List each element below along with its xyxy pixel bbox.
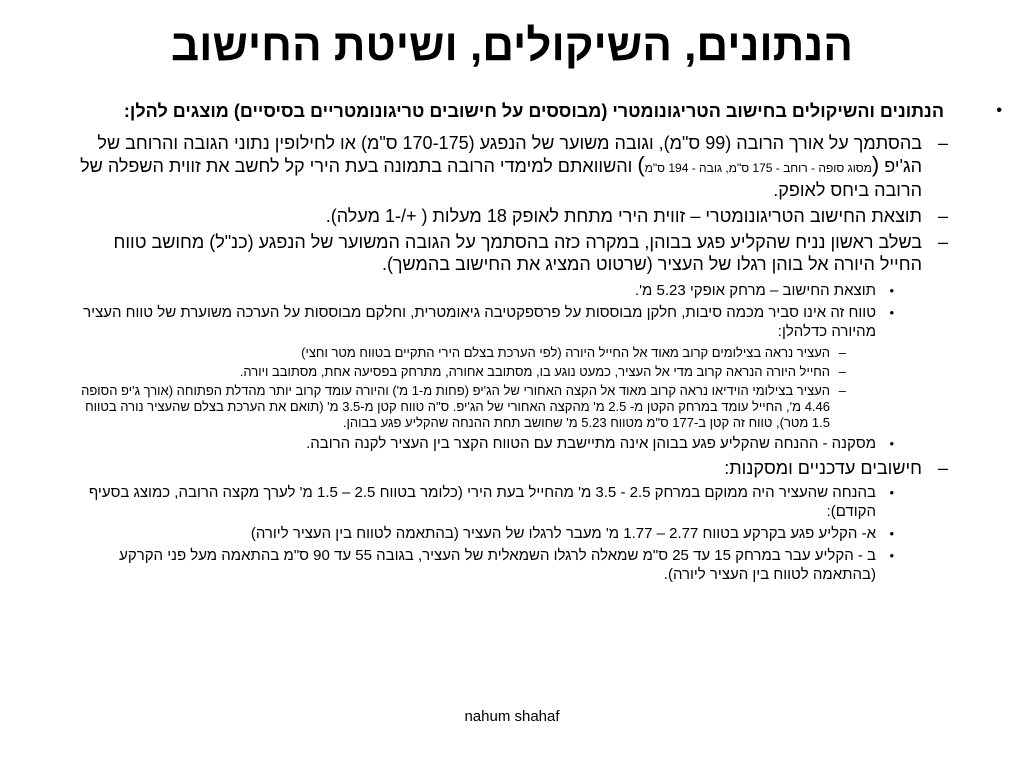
slide-content [68, 96, 1002, 588]
dash-marker: – [937, 133, 948, 153]
main-list [68, 96, 1002, 584]
list-item: – תוצאת החישוב הטריגונומטרי – זווית הירי מתחת לאופק 18 מעלות ( +/-1 מעלה). [325, 206, 948, 226]
sub-item: • ב - הקליע עבר במרחק 15 עד 25 ס"מ שמאלה לרגלו השמאלית של העציר, בגובה 55 עד 90 ס"מ בהתאמה מעל פני הקרקע (בהתאמה לטווח בין העציר ליורה). [119, 547, 894, 583]
bullet-dot: • [996, 102, 1002, 119]
level2-list [68, 132, 948, 584]
intro-bullet [68, 96, 1002, 584]
detail-item: – העציר נראה בצילומים קרוב מאוד אל החייל היורה (לפי הערכת בצלם הירי התקיים בטווח מטר וחצי) [301, 345, 846, 360]
level4-list [68, 345, 900, 431]
intro-text: הנתונים והשיקולים בחישוב הטריגונומטרי (מבוססים על חישובים טריגונומטריים בסיסיים) מוצגים להלן: [123, 101, 944, 121]
dash-marker: – [937, 232, 948, 252]
dash-marker: – [838, 345, 846, 360]
list-item: – חישובים עדכניים ומסקנות: • בהנחה שהעציר היה ממוקם במרחק 2.5 - 3.5 מ' מהחייל בעת הירי (כלומר בטווח 2.5 – 1.5 מ' לערך מקצה הרובה, כמוצג בסעיף הקודם): • א- הקליע פגע בקרקע בטווח 2.77 – 1.77 מ' מעבר לרגלו של העציר (בהתאמה לטווח בין העציר ליורה) • ב - הקליע עבר במרחק 15 עד 25 ס"מ שמאלה לרגלו השמאלית של העציר, בגובה 55 עד 90 ס"מ בהתאמה מעל פני הקרקע (בהתאמה לטווח בין העציר ליורה). [68, 457, 944, 584]
dash-marker: – [937, 458, 948, 478]
slide-title: הנתונים, השיקולים, ושיטת החישוב [171, 21, 853, 70]
bullet-dot: • [889, 283, 894, 298]
dash-marker: – [838, 364, 846, 379]
sub-item: • מסקנה - ההנחה שהקליע פגע בבוהן אינה מתיישבת עם הטווח הקצר בין העציר לקנה הרובה. [306, 435, 894, 452]
bullet-dot: • [889, 548, 894, 563]
bullet-dot: • [889, 436, 894, 451]
dash-marker: – [937, 206, 948, 226]
level3-list [68, 281, 922, 453]
sub-item: • תוצאת החישוב – מרחק אופקי 5.23 מ'. [634, 282, 894, 299]
list-item: – בהסתמך על אורך הרובה (99 ס"מ), וגובה משוער של הנפגע (170-175 ס"מ) או לחילופין נתוני הגובה והרוחב של הג'יפ (מסוג סופה - רוחב - 175 ס"מ, גובה - 194 ס"מ) והשוואתם למימדי הרובה בתמונה בעת הירי קל לחשב את זווית השפלה של הרובה ביחס לאופק. [80, 133, 948, 200]
bullet-dot: • [889, 526, 894, 541]
sub-item: • בהנחה שהעציר היה ממוקם במרחק 2.5 - 3.5 מ' מהחייל בעת הירי (כלומר בטווח 2.5 – 1.5 מ' לערך מקצה הרובה, כמוצג בסעיף הקודם): [88, 484, 894, 520]
level3-list [68, 483, 922, 584]
list-item: – בשלב ראשון נניח שהקליע פגע בבוהן, במקרה כזה בהסתמך על הגובה המשוער של הנפגע (כנ"ל) מחושב טווח החייל היורה אל בוהן רגלו של העציר (שרטוט המציג את החישוב בהמשך). • תוצאת החישוב – מרחק אופקי 5.23 מ'. • טווח זה אינו סביר מכמה סיבות, חלקן מבוססות על פרספקטיבה גיאומטרית, וחלקם מבוססות על הערכה משוערת של טווח העציר מהיורה כדלהלן: – העציר נראה בצילומים קרוב מאוד אל החייל היורה (לפי הערכת בצלם הירי התקיים בטווח מטר וחצי) – החייל היורה הנראה קרוב מדי אל העציר, כמעט נוגע בו, מסתובב אחורה, מתרחק בפסיעה אחת, מסתובב ויורה. – העציר בצילומי הוידיאו נראה קרוב מאוד אל הקצה האחורי של הג'יפ (פחות מ-1 מ') והיורה עומד קרוב יותר מהדלת הפתוחה (אורך ג'יפ הסופה 4.46 מ', החייל עומד במרחק הקטן מ- 2.5 מ' מהקצה האחורי של הג'יפ. ס"ה טווח קטן מ-3.5 מ' (תואם את הערכת בצלם שהעציר נורה בטווח 1.5 מטר), טווח זה קטן ב-177 ס"מ מטווח 5.23 מ' שחושב תחת ההנחה שהקליע פגע בבוהן. • מסקנה - ההנחה שהקליע פגע בבוהן אינה מתיישבת עם הטווח הקצר בין העציר לקנה הרובה. [68, 231, 944, 453]
sub-item: • טווח זה אינו סביר מכמה סיבות, חלקן מבוססות על פרספקטיבה גיאומטרית, וחלקם מבוססות על הערכה משוערת של טווח העציר מהיורה כדלהלן: – העציר נראה בצילומים קרוב מאוד אל החייל היורה (לפי הערכת בצלם הירי התקיים בטווח מטר וחצי) – החייל היורה הנראה קרוב מדי אל העציר, כמעט נוגע בו, מסתובב אחורה, מתרחק בפסיעה אחת, מסתובב ויורה. – העציר בצילומי הוידיאו נראה קרוב מאוד אל הקצה האחורי של הג'יפ (פחות מ-1 מ') והיורה עומד קרוב יותר מהדלת הפתוחה (אורך ג'יפ הסופה 4.46 מ', החייל עומד במרחק הקטן מ- 2.5 מ' מהקצה האחורי של הג'יפ. ס"ה טווח קטן מ-3.5 מ' (תואם את הערכת בצלם שהעציר נורה בטווח 1.5 מטר), טווח זה קטן ב-177 ס"מ מטווח 5.23 מ' שחושב תחת ההנחה שהקליע פגע בבוהן. [68, 303, 898, 431]
dash-marker: – [838, 383, 846, 398]
footer-author: nahum shahaf [464, 708, 560, 725]
detail-item: – העציר בצילומי הוידיאו נראה קרוב מאוד אל הקצה האחורי של הג'יפ (פחות מ-1 מ') והיורה עומד קרוב יותר מהדלת הפתוחה (אורך ג'יפ הסופה 4.46 מ', החייל עומד במרחק הקטן מ- 2.5 מ' מהקצה האחורי של הג'יפ. ס"ה טווח קטן מ-3.5 מ' (תואם את הערכת בצלם שהעציר נורה בטווח 1.5 מטר), טווח זה קטן ב-177 ס"מ מטווח 5.23 מ' שחושב תחת ההנחה שהקליע פגע בבוהן. [81, 383, 846, 430]
bullet-dot: • [889, 305, 894, 320]
detail-item: – החייל היורה הנראה קרוב מדי אל העציר, כמעט נוגע בו, מסתובב אחורה, מתרחק בפסיעה אחת, מסתובב ויורה. [239, 364, 846, 379]
bullet-dot: • [889, 485, 894, 500]
sub-item: • א- הקליע פגע בקרקע בטווח 2.77 – 1.77 מ' מעבר לרגלו של העציר (בהתאמה לטווח בין העציר ליורה) [250, 525, 894, 542]
